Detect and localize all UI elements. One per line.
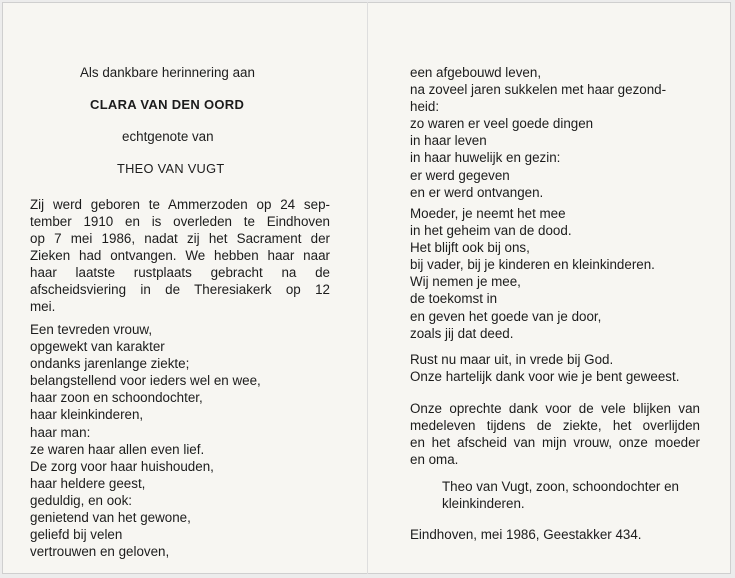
- verse-line: bij vader, bij je kinderen en kleinkinderen.: [410, 257, 655, 273]
- verse-2: [410, 205, 655, 342]
- poem-line: De zorg voor haar huishouden,: [30, 458, 214, 474]
- bio-line: haar laatste rustplaats gebracht na de: [30, 265, 330, 280]
- verse-line: in het geheim van de dood.: [410, 223, 572, 239]
- spouse-label: echtgenote van: [122, 129, 214, 144]
- verse-line: de toekomst in: [410, 291, 498, 307]
- poem-line: haar kleinkinderen,: [30, 407, 144, 423]
- bio-line: Zij werd geboren te Ammerzoden op 24 sep-: [30, 197, 330, 212]
- verse-line: er werd gegeven: [410, 167, 510, 183]
- verse-3: [410, 351, 679, 385]
- poem-line: haar zoon en schoondochter,: [30, 390, 203, 406]
- poem: [30, 321, 261, 560]
- verse-line: na zoveel jaren sukkelen met haar gezond-: [410, 82, 667, 98]
- thanks-line: Onze oprechte dank voor de vele blijken van: [410, 401, 700, 416]
- verse-line: Wij nemen je mee,: [410, 274, 521, 290]
- poem-line: genietend van het gewone,: [30, 510, 191, 526]
- verse-line: Onze hartelijk dank voor wie je bent geweest.: [410, 369, 680, 385]
- poem-line: ondanks jarenlange ziekte;: [30, 356, 190, 372]
- deceased-name: CLARA VAN DEN OORD: [90, 97, 245, 112]
- bio-line: op 7 mei 1986, nadat zij het Sacrament der: [30, 231, 330, 246]
- verse-line: een afgebouwd leven,: [410, 65, 542, 80]
- verse-line: en er werd ontvangen.: [410, 184, 544, 200]
- verse-line: en geven het goede van je door,: [410, 308, 602, 324]
- verse-line: in haar leven: [410, 133, 487, 149]
- verse-line: Rust nu maar uit, in vrede bij God.: [410, 352, 614, 367]
- verse-line: heid:: [410, 99, 440, 115]
- poem-line: haar heldere geest,: [30, 475, 146, 491]
- poem-line: opgewekt van karakter: [30, 339, 165, 355]
- thanks-line: medeleven tijdens de ziekte, het overlijden: [410, 418, 700, 433]
- verse-line: zoals jij dat deed.: [410, 325, 514, 341]
- thanks-line: en het afscheid van mijn vrouw, onze moeder: [410, 435, 700, 450]
- signature-line: Theo van Vugt, zoon, schoondochter en: [442, 479, 679, 494]
- spouse-name: THEO VAN VUGT: [117, 161, 225, 176]
- bio-line: Zieken had ontvangen. We hebben haar naar: [30, 248, 330, 263]
- poem-line: geduldig, en ook:: [30, 492, 132, 508]
- verse-line: Het blijft ook bij ons,: [410, 240, 530, 256]
- verse-line: in haar huwelijk en gezin:: [410, 150, 561, 166]
- poem-line: Een tevreden vrouw,: [30, 322, 153, 337]
- verse-line: zo waren er veel goede dingen: [410, 116, 594, 132]
- verse-1: [410, 64, 666, 201]
- poem-line: haar man:: [30, 424, 91, 440]
- bio-line: mei.: [30, 299, 56, 314]
- bio-line: afscheidsviering in de Theresiakerk op 12: [30, 282, 330, 297]
- poem-line: geliefd bij velen: [30, 527, 123, 543]
- thanks-line: en oma.: [410, 452, 459, 467]
- place-date-address: Eindhoven, mei 1986, Geestakker 434.: [410, 527, 642, 542]
- intro-text: Als dankbare herinnering aan: [80, 65, 255, 80]
- signature-line: kleinkinderen.: [442, 496, 525, 511]
- poem-line: vertrouwen en geloven,: [30, 544, 170, 560]
- poem-line: belangstellend voor ieders wel en wee,: [30, 373, 261, 389]
- verse-line: Moeder, je neemt het mee: [410, 206, 566, 221]
- bio-line: tember 1910 en is overleden te Eindhoven: [30, 214, 330, 229]
- poem-line: ze waren haar allen even lief.: [30, 441, 205, 457]
- card-fold: [367, 2, 368, 574]
